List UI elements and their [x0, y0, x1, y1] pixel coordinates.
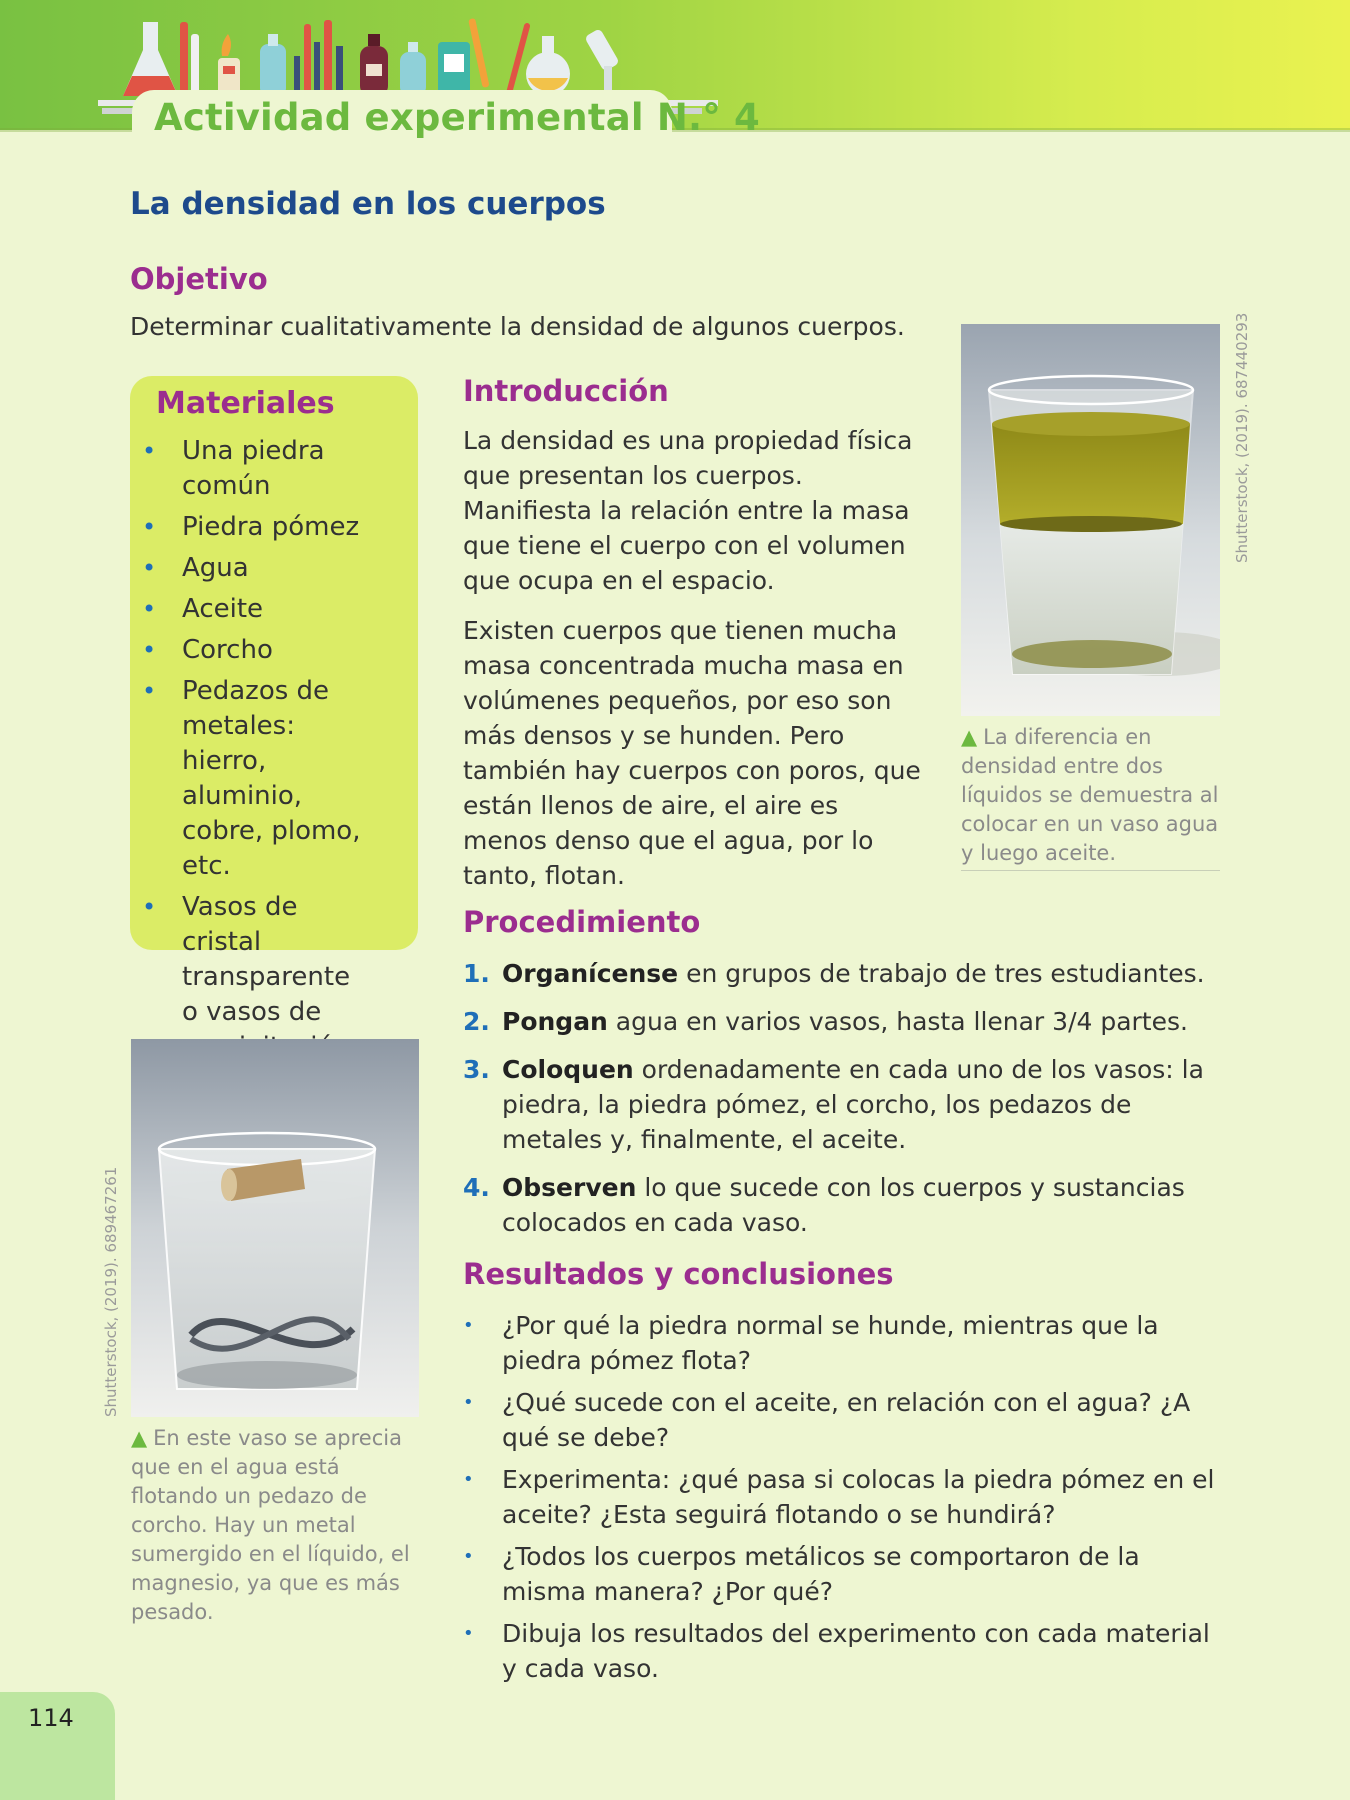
step-number: 2. — [463, 1007, 490, 1036]
procedure-step — [463, 1004, 1223, 1039]
tube-rack-icon — [294, 20, 343, 96]
objetivo-text: Determinar cualitativamente la densidad de algunos cuerpos. — [130, 312, 905, 341]
intro-paragraph-1: La densidad es una propiedad física que presentan los cuerpos. Manifiesta la relación entre la masa que tiene el cuerpo con el volumen que ocupa en el espacio. — [463, 426, 913, 595]
step-number: 4. — [463, 1173, 490, 1202]
burner-icon — [218, 34, 240, 96]
microscope-icon — [584, 28, 628, 98]
step-verb: Coloquen — [502, 1055, 634, 1084]
step-text: ordenadamente en cada uno de los vasos: la piedra, la piedra pómez, el corcho, los pedazos de metales y, finalmente, el aceite. — [502, 1055, 1204, 1154]
list-item: • ¿Por qué la piedra normal se hunde, mientras que la piedra pómez flota? — [463, 1308, 1223, 1378]
results-heading: Resultados y conclusiones — [463, 1257, 894, 1291]
round-flask-icon — [526, 36, 570, 96]
list-item: • Agua — [130, 551, 418, 586]
caption-triangle-icon: ▲ — [961, 725, 978, 749]
figure2-caption — [131, 1424, 421, 1627]
caption-triangle-icon: ▲ — [131, 1426, 148, 1450]
list-item: • ¿Todos los cuerpos metálicos se comportaron de la misma manera? ¿Por qué? — [463, 1539, 1223, 1609]
materials-heading: Materiales — [156, 386, 335, 421]
step-number: 3. — [463, 1055, 490, 1084]
step-verb: Observen — [502, 1173, 637, 1202]
oil-water-glass-photo — [961, 324, 1220, 716]
list-item: • Experimenta: ¿qué pasa si colocas la piedra pómez en el aceite? ¿Esta seguirá flotando o se hundirá? — [463, 1462, 1223, 1532]
objetivo-heading: Objetivo — [130, 262, 268, 296]
list-item: • Dibuja los resultados del experimento con cada material y cada vaso. — [463, 1616, 1223, 1686]
step-number: 1. — [463, 959, 490, 988]
bottle-icon-2 — [400, 42, 426, 96]
cork-glass-photo — [131, 1039, 419, 1417]
intro-paragraph-2: Existen cuerpos que tienen mucha masa concentrada mucha masa en volúmenes pequeños, por eso son más densos y se hunden. Pero también hay cuerpos con poros, que están llenos de aire, el aire es menos denso que el agua, por lo tanto, flotan. — [463, 616, 921, 890]
step-verb: Organícense — [502, 959, 679, 988]
procedure-list — [463, 956, 1223, 1253]
jar-icon — [360, 34, 388, 96]
materials-list — [130, 434, 418, 1071]
pipette-icon — [468, 18, 489, 88]
step-text: lo que sucede con los cuerpos y sustancias colocados en cada vaso. — [502, 1173, 1185, 1237]
container-icon — [438, 42, 470, 96]
activity-title: Actividad experimental N.° 4 — [154, 96, 760, 139]
procedure-step — [463, 956, 1223, 991]
step-text: agua en varios vasos, hasta llenar 3/4 partes. — [607, 1007, 1188, 1036]
bottle-icon — [260, 34, 286, 96]
list-item: • Aceite — [130, 592, 418, 627]
lesson-title: La densidad en los cuerpos — [130, 186, 606, 222]
figure1-caption — [961, 723, 1220, 871]
procedure-heading: Procedimiento — [463, 905, 701, 939]
thermometer-icon — [506, 22, 531, 95]
list-item: • Vasos de cristal transparente o vasos de — [130, 890, 362, 1065]
intro-heading: Introducción — [463, 374, 669, 408]
step-verb: Pongan — [502, 1007, 608, 1036]
procedure-step — [463, 1052, 1223, 1157]
flask-icon — [123, 22, 178, 96]
list-item: • Corcho — [130, 633, 418, 668]
figure1-caption-text: La diferencia en densidad entre dos líquidos se demuestra al colocar en un vaso agua y luego aceite. — [961, 725, 1219, 865]
figure2-credit: Shutterstock, (2019). 689467261 — [102, 1166, 120, 1417]
figure2-caption-text: En este vaso se aprecia que en el agua está flotando un pedazo de corcho. Hay un metal sumergido en el líquido, el magnesio, ya que es más pesado. — [131, 1426, 410, 1624]
test-tube-icon — [180, 22, 199, 96]
figure1-credit: Shutterstock, (2019). 687440293 — [1233, 312, 1251, 563]
list-item: • Pedazos de metales: hierro, aluminio, cobre, plomo, etc. — [130, 674, 362, 884]
list-item: • ¿Qué sucede con el aceite, en relación con el agua? ¿A qué se debe? — [463, 1385, 1223, 1455]
results-list — [463, 1308, 1223, 1693]
page-number: 114 — [28, 1704, 74, 1732]
step-text: en grupos de trabajo de tres estudiantes. — [678, 959, 1205, 988]
materials-box — [130, 376, 418, 1027]
list-item: • Piedra pómez — [130, 510, 418, 545]
procedure-step — [463, 1170, 1223, 1240]
list-item: • Una piedra común — [130, 434, 418, 504]
